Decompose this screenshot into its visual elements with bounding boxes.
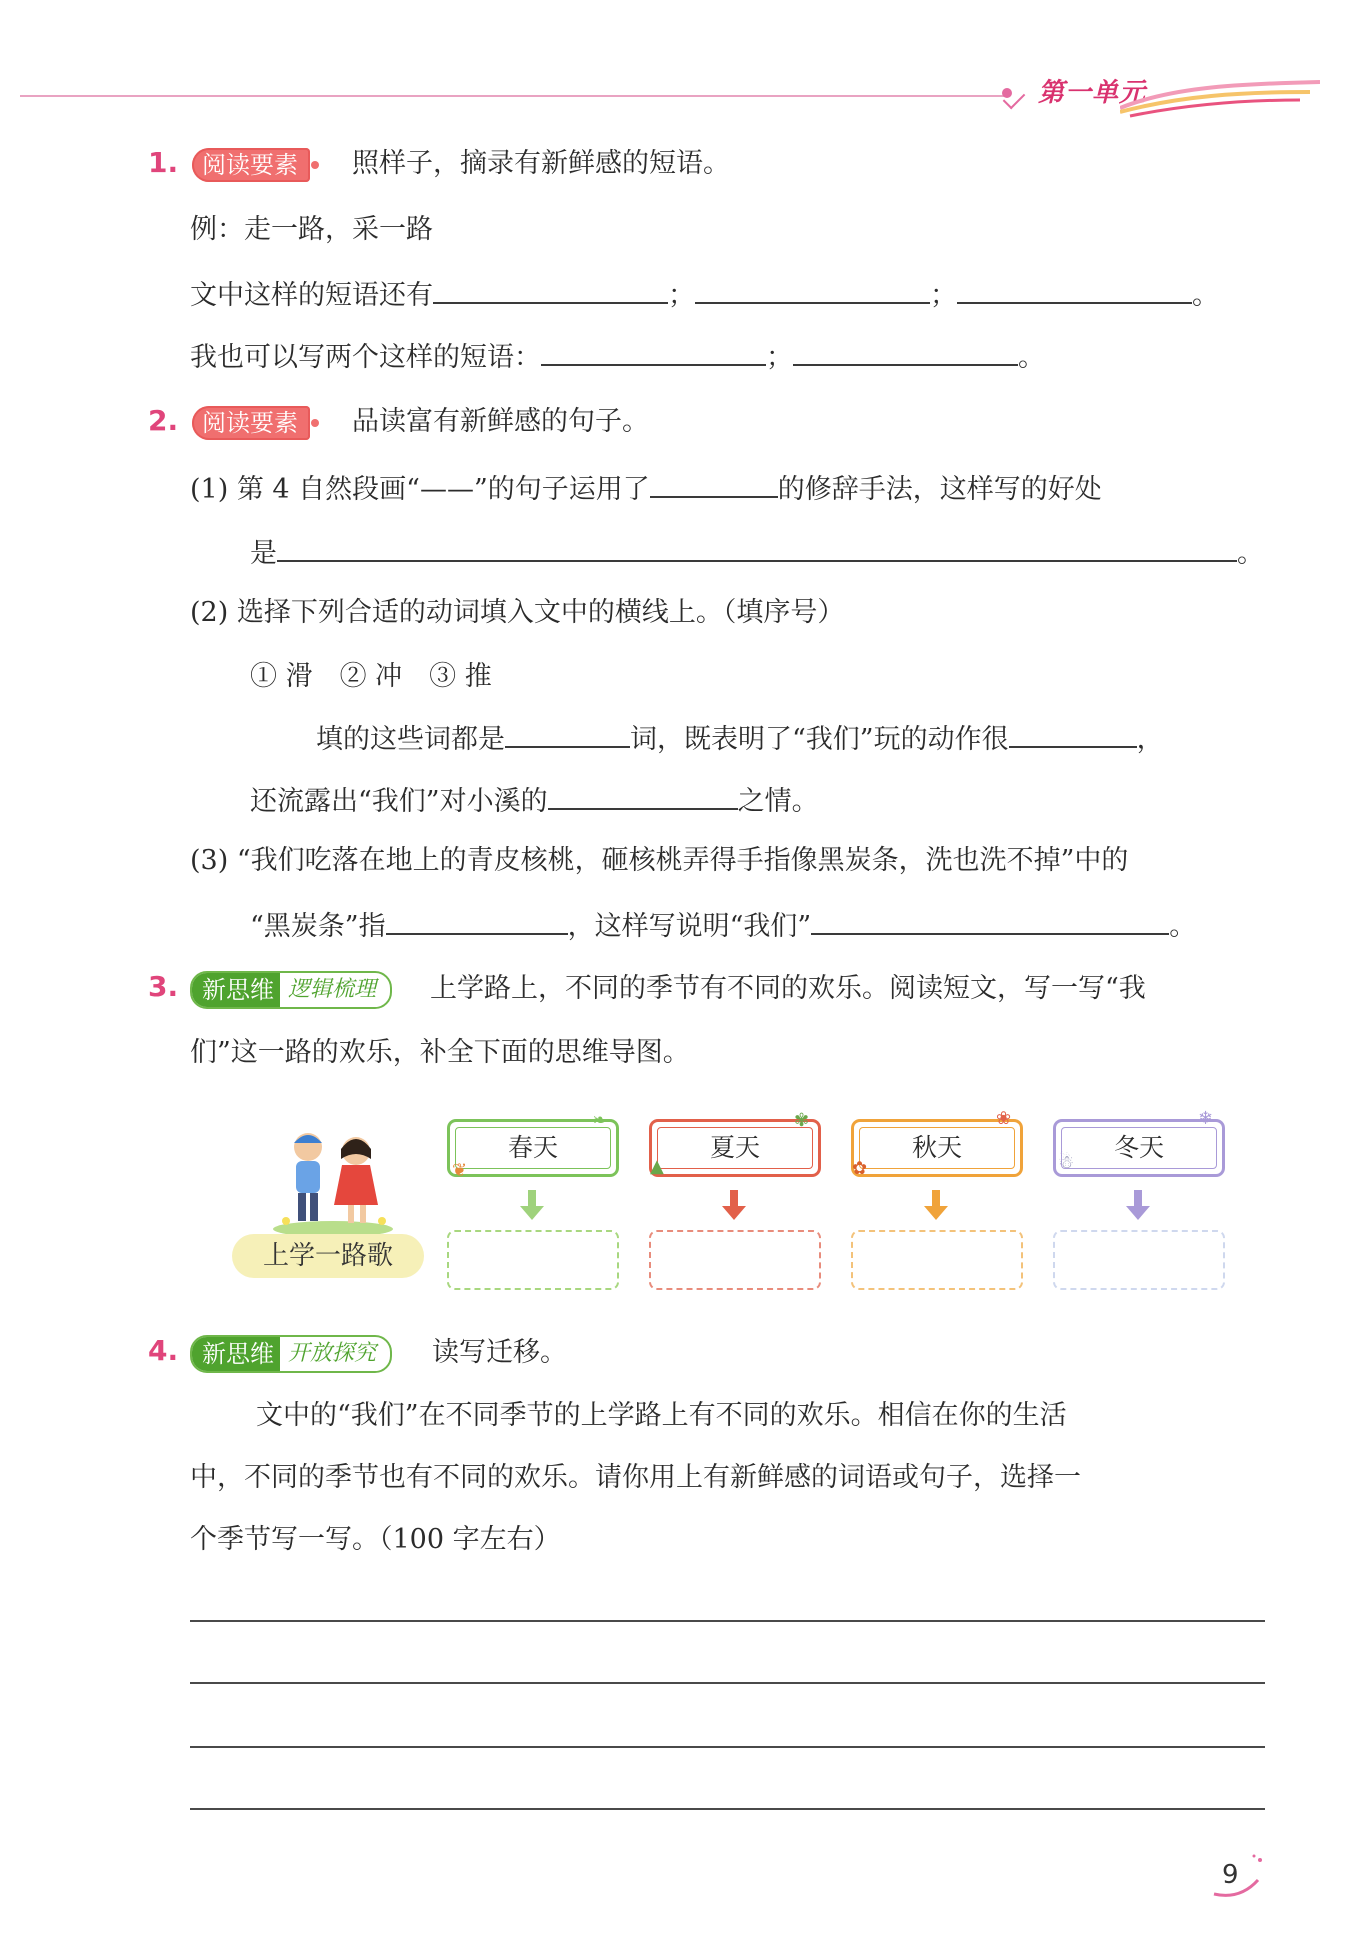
- answer-box-winter[interactable]: [1053, 1230, 1225, 1290]
- leaf-icon: ❧: [592, 1110, 608, 1131]
- q4-tag: [190, 1335, 392, 1373]
- q2-part1-a: (1) 第 4 自然段画“——”的句子运用了: [190, 474, 650, 505]
- page-number: 9: [1222, 1860, 1239, 1890]
- q2-blank-benefit[interactable]: [277, 534, 1237, 562]
- q2-blank-rhetoric[interactable]: [650, 470, 778, 498]
- q3-tag-main: 新思维: [192, 973, 280, 1007]
- q1-blank-1[interactable]: [433, 276, 668, 304]
- q1-number: 1.: [148, 146, 179, 179]
- season-label-autumn: 秋天: [911, 1133, 962, 1162]
- q4-number: 4.: [148, 1334, 179, 1367]
- q1-blank-2[interactable]: [695, 276, 930, 304]
- q2-blank-explain[interactable]: [811, 907, 1169, 935]
- q2-part2-line2: 填的这些词都是 词，既表明了“我们”玩的动作很 ，: [316, 720, 1164, 757]
- q2-part3-line2: “黑炭条”指 ，这样写说明“我们” 。: [250, 907, 1196, 944]
- q1-blank-4[interactable]: [541, 338, 766, 366]
- q1-line2-prefix: 我也可以写两个这样的短语：: [190, 342, 541, 373]
- q2-part2-line1: (2) 选择下列合适的动词填入文中的横线上。（填序号）: [190, 597, 845, 628]
- answer-box-autumn[interactable]: [851, 1230, 1023, 1290]
- q3-prompt-a: 上学路上，不同的季节有不同的欢乐。阅读短文，写一写“我: [430, 973, 1146, 1004]
- q4-prompt: 读写迁移。: [432, 1337, 567, 1368]
- q1-line1-prefix: 文中这样的短语还有: [190, 280, 433, 311]
- q2-part1-b: 的修辞手法，这样写的好处: [777, 474, 1102, 505]
- q2-tag: 阅读要素: [192, 406, 310, 440]
- q2-part3-b1: “黑炭条”指: [250, 911, 386, 942]
- q1-tag: 阅读要素: [192, 148, 310, 182]
- q1-line1: 文中这样的短语还有 ； ； 。: [190, 276, 1219, 313]
- q2-blank-action[interactable]: [1009, 720, 1137, 748]
- q2-blank-charcoal[interactable]: [386, 907, 568, 935]
- season-label-spring: 春天: [507, 1133, 558, 1162]
- writing-line-3[interactable]: [190, 1746, 1265, 1748]
- q2-blank-wordtype[interactable]: [505, 720, 630, 748]
- q2-part3-line1: (3) “我们吃落在地上的青皮核桃，砸核桃弄得手指像黑炭条，洗也洗不掉”中的: [190, 845, 1129, 876]
- writing-line-2[interactable]: [190, 1682, 1265, 1684]
- q3-prompt-b: 们”这一路的欢乐，补全下面的思维导图。: [190, 1037, 690, 1068]
- snowflake-icon: ❄: [1198, 1108, 1214, 1129]
- q2-part2-c1: 还流露出“我们”对小溪的: [250, 786, 548, 817]
- q2-options: ① 滑 ② 冲 ③ 推: [250, 661, 492, 692]
- q2-part2-b2: 词，既表明了“我们”玩的动作很: [630, 724, 1009, 755]
- q1-blank-5[interactable]: [793, 338, 1018, 366]
- autumn-leaves-icon: ✿: [852, 1158, 868, 1179]
- page-swoosh-icon: [1210, 1850, 1270, 1900]
- writing-line-1[interactable]: [190, 1620, 1265, 1622]
- q1-prompt: 照样子，摘录有新鲜感的短语。: [352, 148, 730, 179]
- q2-prompt: 品读富有新鲜感的句子。: [352, 406, 649, 437]
- answer-box-summer[interactable]: [649, 1230, 821, 1290]
- q2-part2-line3: [250, 782, 819, 819]
- season-label-summer: 夏天: [709, 1133, 760, 1162]
- mindmap-center-label: 上学一路歌: [232, 1234, 424, 1278]
- q2-part3-b2: ，这样写说明“我们”: [567, 911, 812, 942]
- writing-line-4[interactable]: [190, 1808, 1265, 1810]
- q3-number: 3.: [148, 970, 179, 1003]
- q2-part2-b1: 填的这些词都是: [316, 724, 505, 755]
- maple-leaf-icon: ❀: [996, 1108, 1012, 1129]
- q4-tag-sub: 开放探究: [288, 1341, 377, 1366]
- q1-blank-3[interactable]: [957, 276, 1192, 304]
- arrow-down-icon: [520, 1190, 544, 1222]
- q2-number: 2.: [148, 404, 179, 437]
- sprout-icon: ✾: [794, 1110, 810, 1131]
- header-swoosh-icon: [1120, 78, 1320, 118]
- unit-title: 第一单元: [1038, 78, 1147, 108]
- season-card-autumn: [854, 1122, 1020, 1174]
- hill-icon: ▲: [650, 1156, 664, 1177]
- q4-body-c: 个季节写一写。（100 字左右）: [190, 1524, 561, 1555]
- q2-blank-feeling[interactable]: [548, 782, 738, 810]
- season-label-winter: 冬天: [1113, 1133, 1164, 1162]
- answer-box-spring[interactable]: [447, 1230, 619, 1290]
- q1-example: 例：走一路，采一路: [190, 214, 433, 245]
- header-rule: [20, 95, 1005, 97]
- season-card-winter: [1056, 1122, 1222, 1174]
- q3-tag-sub: 逻辑梳理: [288, 977, 377, 1002]
- arrow-down-icon: [924, 1190, 948, 1222]
- kids-illustration: [268, 1125, 398, 1237]
- q2-part1-line1: [190, 470, 1102, 507]
- snowman-icon: ☃: [1058, 1152, 1075, 1173]
- q2-part1-line2: 是 。: [250, 534, 1264, 571]
- q2-part2-c2: 之情。: [737, 786, 819, 817]
- q4-body-b: 中，不同的季节也有不同的欢乐。请你用上有新鲜感的词语或句子，选择一: [190, 1462, 1081, 1493]
- q1-line2: 我也可以写两个这样的短语： ； 。: [190, 338, 1045, 375]
- q4-body-a: 文中的“我们”在不同季节的上学路上有不同的欢乐。相信在你的生活: [256, 1400, 1067, 1431]
- q3-tag: [190, 971, 392, 1009]
- q2-part1-c: 是: [250, 538, 277, 569]
- arrow-down-icon: [722, 1190, 746, 1222]
- arrow-down-icon: [1126, 1190, 1150, 1222]
- q4-tag-main: 新思维: [192, 1337, 280, 1371]
- butterfly-icon: ❦: [452, 1160, 468, 1181]
